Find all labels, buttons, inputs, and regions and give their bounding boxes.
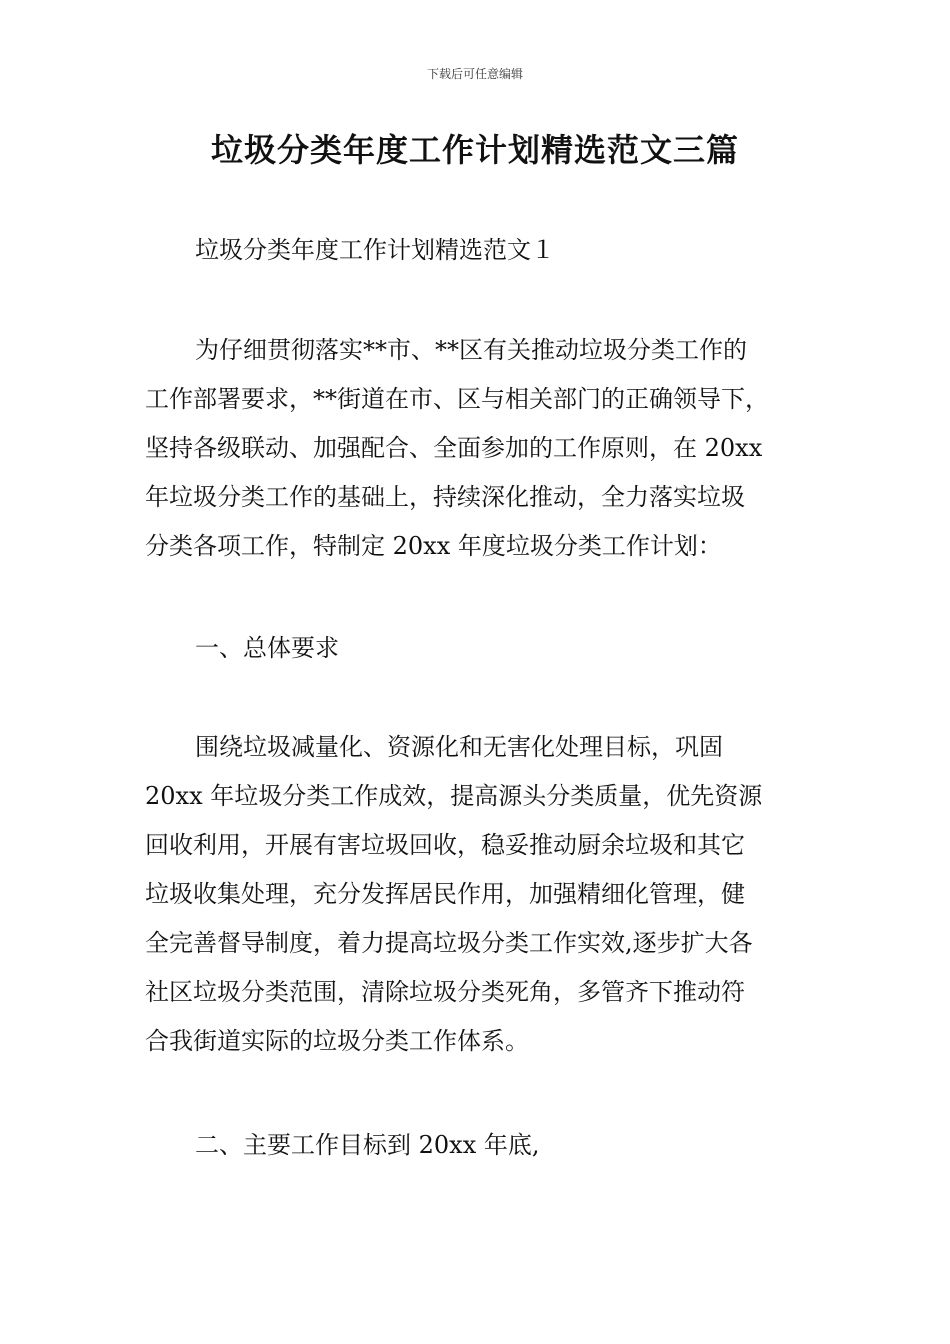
paragraph-line: 坚持各级联动、加强配合、全面参加的工作原则，在 20xx: [145, 434, 763, 462]
paragraph-line: 社区垃圾分类范围，清除垃圾分类死角，多管齐下推动符: [145, 978, 745, 1006]
paragraph-overall-requirements: [145, 723, 815, 1066]
paragraph-line: 全完善督导制度，着力提高垃圾分类工作实效,逐步扩大各: [145, 929, 753, 957]
paragraph-line: 为仔细贯彻落实**市、**区有关推动垃圾分类工作的: [195, 336, 747, 364]
paragraph-line: 年垃圾分类工作的基础上，持续深化推动，全力落实垃圾: [145, 483, 745, 511]
section-heading-main-goals: 二、主要工作目标到 20xx 年底,: [195, 1131, 540, 1159]
header-note: 下载后可任意编辑: [426, 67, 523, 81]
paragraph-line: 合我街道实际的垃圾分类工作体系。: [145, 1027, 529, 1055]
document-title: 垃圾分类年度工作计划精选范文三篇: [210, 131, 739, 169]
section-heading-overall-requirements: 一、总体要求: [195, 634, 339, 662]
document-subtitle: 垃圾分类年度工作计划精选范文１: [195, 236, 555, 264]
paragraph-intro: [145, 326, 815, 571]
paragraph-line: 回收利用，开展有害垃圾回收，稳妥推动厨余垃圾和其它: [145, 831, 745, 859]
paragraph-line: 工作部署要求，**街道在市、区与相关部门的正确领导下，: [145, 385, 769, 413]
paragraph-line: 分类各项工作，特制定 20xx 年度垃圾分类工作计划：: [145, 532, 722, 560]
paragraph-line: 20xx 年垃圾分类工作成效，提高源头分类质量，优先资源: [145, 782, 763, 810]
paragraph-line: 围绕垃圾减量化、资源化和无害化处理目标，巩固: [195, 733, 723, 761]
paragraph-line: 垃圾收集处理，充分发挥居民作用，加强精细化管理，健: [145, 880, 745, 908]
